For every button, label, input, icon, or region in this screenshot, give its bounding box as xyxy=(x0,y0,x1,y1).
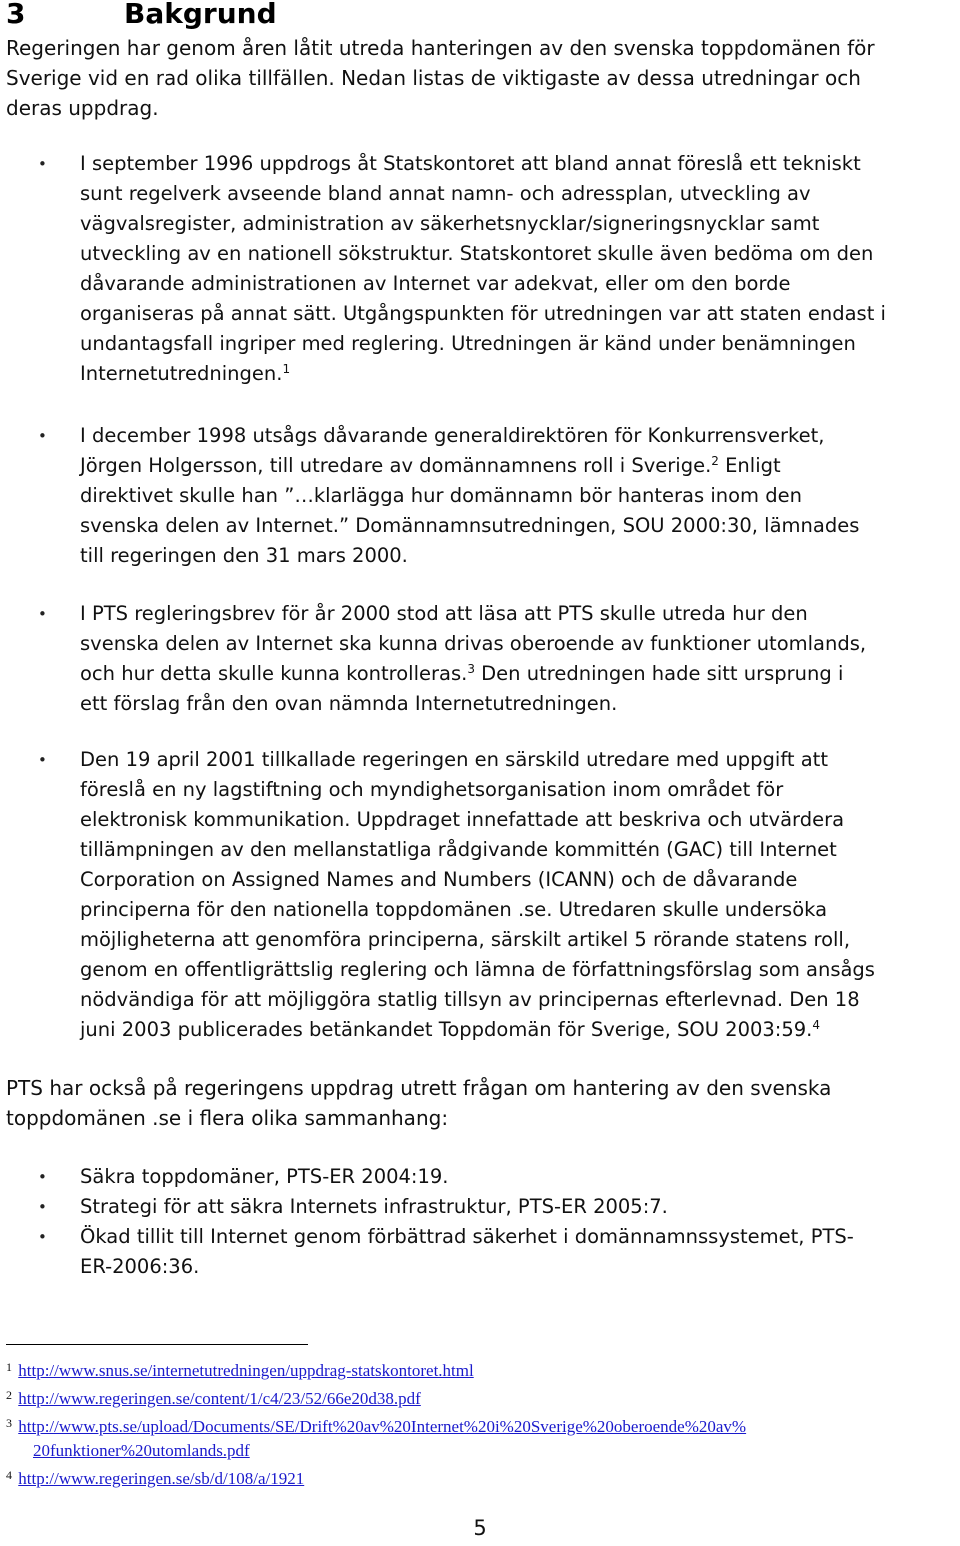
bullet-icon: • xyxy=(38,751,47,769)
intro-paragraph xyxy=(6,33,946,123)
text-line: Säkra toppdomäner, PTS-ER 2004:19. xyxy=(80,1165,449,1188)
bullet-icon: • xyxy=(38,427,47,445)
text-line: tillämpningen av den mellanstatliga rådgivande kommittén (GAC) till Internet xyxy=(80,838,837,861)
text-line: Regeringen har genom åren låtit utreda hanteringen av den svenska toppdomänen för xyxy=(6,36,875,60)
list-item-text xyxy=(80,1192,958,1222)
text-line: vägvalsregister, administration av säkerhetsnycklar/signeringsnycklar samt xyxy=(80,212,820,235)
footnote-link[interactable]: http://www.regeringen.se/sb/d/108/a/1921 xyxy=(18,1469,305,1488)
text-line: Sverige vid en rad olika tillfällen. Nedan listas de viktigaste av dessa utredningar och xyxy=(6,66,861,90)
footnote-link[interactable]: http://www.snus.se/internetutredningen/uppdrag-statskontoret.html xyxy=(18,1361,474,1380)
list-item-text xyxy=(80,1222,958,1282)
text-line xyxy=(80,1015,958,1045)
page-number: 5 xyxy=(473,1516,487,1540)
footnote-ref[interactable]: 4 xyxy=(812,1018,821,1032)
section-number: 3 xyxy=(6,0,26,30)
footnote-ref[interactable]: 2 xyxy=(711,454,719,468)
footnote xyxy=(6,1411,946,1439)
section-heading xyxy=(6,0,277,34)
text-fragment: Den utredningen hade sitt ursprung i xyxy=(474,662,844,685)
list-item-text xyxy=(80,421,958,571)
footnote-number: 4 xyxy=(6,1468,12,1482)
footnote-number: 1 xyxy=(6,1360,12,1374)
text-fragment: Internetutredningen. xyxy=(80,362,283,385)
footnote-link[interactable]: http://www.regeringen.se/content/1/c4/23/52/66e20d38.pdf xyxy=(18,1389,421,1408)
list-item-text xyxy=(80,745,958,1045)
footnote xyxy=(6,1463,946,1491)
text-line: I PTS regleringsbrev för år 2000 stod att läsa att PTS skulle utreda hur den xyxy=(80,602,808,625)
bullet-icon: • xyxy=(38,1168,47,1186)
text-line xyxy=(80,659,958,689)
text-line: Strategi för att säkra Internets infrastruktur, PTS-ER 2005:7. xyxy=(80,1195,668,1218)
text-line: sunt regelverk avseende bland annat namn- och adressplan, utveckling av xyxy=(80,182,811,205)
text-line: Den 19 april 2001 tillkallade regeringen en särskild utredare med uppgift att xyxy=(80,748,828,771)
text-line: svenska delen av Internet.” Domännamnsutredningen, SOU 2000:30, lämnades xyxy=(80,514,860,537)
text-line: PTS har också på regeringens uppdrag utrett frågan om hantering av den svenska xyxy=(6,1076,832,1100)
footnote-link[interactable]: http://www.pts.se/upload/Documents/SE/Drift%20av%20Internet%20i%20Sverige%20oberoende%20av% xyxy=(18,1417,747,1436)
text-fragment: och hur detta skulle kunna kontrolleras. xyxy=(80,662,468,685)
text-line: Corporation on Assigned Names and Numbers (ICANN) och de dåvarande xyxy=(80,868,798,891)
text-line: svenska delen av Internet ska kunna drivas oberoende av funktioner utomlands, xyxy=(80,632,867,655)
text-line: utveckling av en nationell sökstruktur. Statskontoret skulle även bedöma om den xyxy=(80,242,874,265)
text-line: organiseras på annat sätt. Utgångspunkten för utredningen var att staten endast i xyxy=(80,302,886,325)
bullet-icon: • xyxy=(38,155,47,173)
text-line: nödvändiga för att möjliggöra statlig tillsyn av principernas efterlevnad. Den 18 xyxy=(80,988,860,1011)
text-line: möjligheterna att genomföra principerna, särskilt artikel 5 rörande statens roll, xyxy=(80,928,851,951)
text-line: direktivet skulle han ”…klarlägga hur domännamn bör hanteras inom den xyxy=(80,484,802,507)
footnote-continuation xyxy=(6,1439,946,1463)
text-line: toppdomänen .se i flera olika sammanhang: xyxy=(6,1106,449,1130)
section-title: Bakgrund xyxy=(124,0,277,30)
text-line: deras uppdrag. xyxy=(6,96,159,120)
footnote-ref[interactable]: 3 xyxy=(467,662,475,676)
text-line: I september 1996 uppdrogs åt Statskontoret att bland annat föreslå ett tekniskt xyxy=(80,152,861,175)
text-line: ett förslag från den ovan nämnda Internetutredningen. xyxy=(80,692,618,715)
list-item-text xyxy=(80,599,958,719)
text-line: undantagsfall ingriper med reglering. Utredningen är känd under benämningen xyxy=(80,332,856,355)
footnote-number: 3 xyxy=(6,1416,12,1430)
text-line: I december 1998 utsågs dåvarande generaldirektören för Konkurrensverket, xyxy=(80,424,825,447)
text-fragment: juni 2003 publicerades betänkandet Toppdomän för Sverige, SOU 2003:59. xyxy=(80,1018,813,1041)
text-line: ER-2006:36. xyxy=(80,1255,200,1278)
list-item-text xyxy=(80,1162,958,1192)
bullet-icon: • xyxy=(38,1228,47,1246)
text-fragment: Enligt xyxy=(718,454,781,477)
bullet-icon: • xyxy=(38,1198,47,1216)
text-line: föreslå en ny lagstiftning och myndighetsorganisation inom området för xyxy=(80,778,784,801)
footnote-ref[interactable]: 1 xyxy=(282,362,291,376)
footnote-number: 2 xyxy=(6,1388,12,1402)
text-line: till regeringen den 31 mars 2000. xyxy=(80,544,408,567)
text-line: elektronisk kommunikation. Uppdraget innefattade att beskriva och utvärdera xyxy=(80,808,845,831)
text-line: principerna för den nationella toppdomänen .se. Utredaren skulle undersöka xyxy=(80,898,828,921)
footnotes xyxy=(6,1355,946,1491)
footnote-divider xyxy=(6,1344,308,1345)
footnote xyxy=(6,1383,946,1411)
text-line: genom en offentligrättslig reglering och lämna de författningsförslag som ansågs xyxy=(80,958,875,981)
mid-paragraph xyxy=(6,1073,946,1133)
text-line xyxy=(80,451,958,481)
text-line: Ökad tillit till Internet genom förbättrad säkerhet i domännamnssystemet, PTS- xyxy=(80,1225,854,1248)
bullet-icon: • xyxy=(38,605,47,623)
text-fragment: Jörgen Holgersson, till utredare av domännamnens roll i Sverige. xyxy=(80,454,712,477)
footnote-link[interactable]: 20funktioner%20utomlands.pdf xyxy=(33,1441,250,1460)
list-item-text xyxy=(80,149,958,389)
text-line: dåvarande administrationen av Internet var adekvat, eller om den borde xyxy=(80,272,791,295)
footnote xyxy=(6,1355,946,1383)
text-line xyxy=(80,359,958,389)
